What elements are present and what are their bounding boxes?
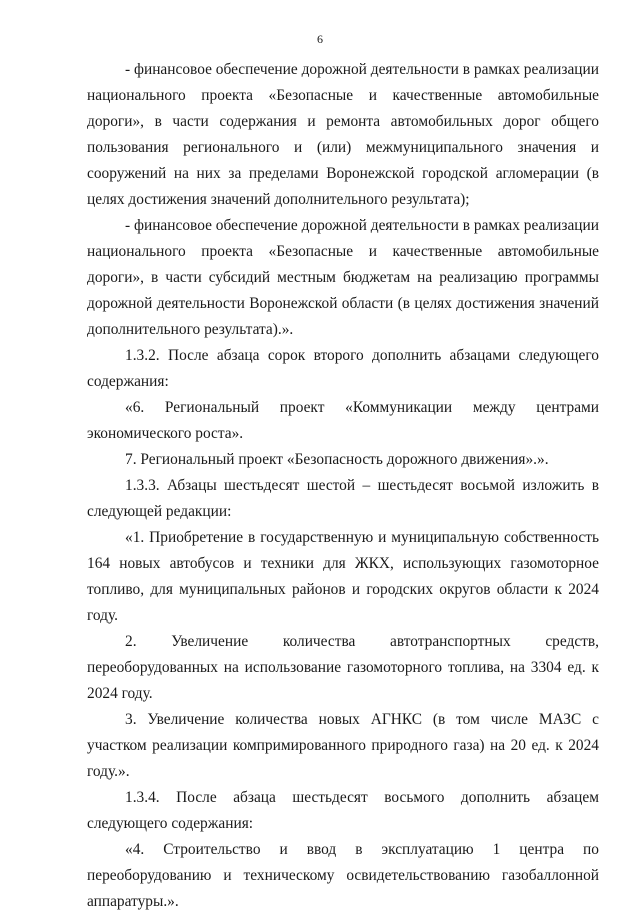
paragraph-item-2-vehicles: 2. Увеличение количества автотранспортных средств, переоборудованных на использование газомоторного топлива, на 3304 ед. к 2024 году.: [87, 633, 599, 702]
paragraph-financing-subsidies: - финансовое обеспечение дорожной деятельности в рамках реализации национального проекта «Безопасные и качественные автомобильные дороги», в части субсидий местным бюджетам на реализацию программы дорожной деятельности Воронежской области (в целях достижения значений дополнительного результата).».: [87, 217, 599, 338]
page-number: 6: [317, 32, 323, 46]
paragraph-1-3-4: 1.3.4. После абзаца шестьдесят восьмого дополнить абзацем следующего содержания:: [87, 789, 599, 832]
paragraph-item-3-agnks: 3. Увеличение количества новых АГНКС (в том числе МАЗС с участком реализации компримированного природного газа) на 20 ед. к 2024 году.».: [87, 711, 599, 780]
paragraph-project-6: «6. Региональный проект «Коммуникации между центрами экономического роста».: [87, 399, 599, 442]
paragraph-1-3-2: 1.3.2. После абзаца сорок второго дополнить абзацами следующего содержания:: [87, 347, 599, 390]
document-body: [87, 57, 599, 915]
paragraph-project-7: 7. Региональный проект «Безопасность дорожного движения».».: [125, 451, 549, 468]
paragraph-1-3-3: 1.3.3. Абзацы шестьдесят шестой – шестьдесят восьмой изложить в следующей редакции:: [87, 477, 599, 520]
paragraph-item-4-center: «4. Строительство и ввод в эксплуатацию 1 центра по переоборудованию и техническому освидетельствованию газобаллонной аппаратуры.».: [87, 841, 599, 910]
paragraph-financing-maintenance: - финансовое обеспечение дорожной деятельности в рамках реализации национального проекта «Безопасные и качественные автомобильные дороги», в части содержания и ремонта автомобильных дорог общего пользования регионального и (или) межмуниципального значения и сооружений на них за пределами Воронежской городской агломерации (в целях достижения значений дополнительного результата);: [87, 61, 599, 208]
paragraph-item-1-buses: «1. Приобретение в государственную и муниципальную собственность 164 новых автобусов и техники для ЖКХ, использующих газомоторное топливо, для муниципальных районов и городских округов области к 2024 году.: [87, 529, 599, 624]
